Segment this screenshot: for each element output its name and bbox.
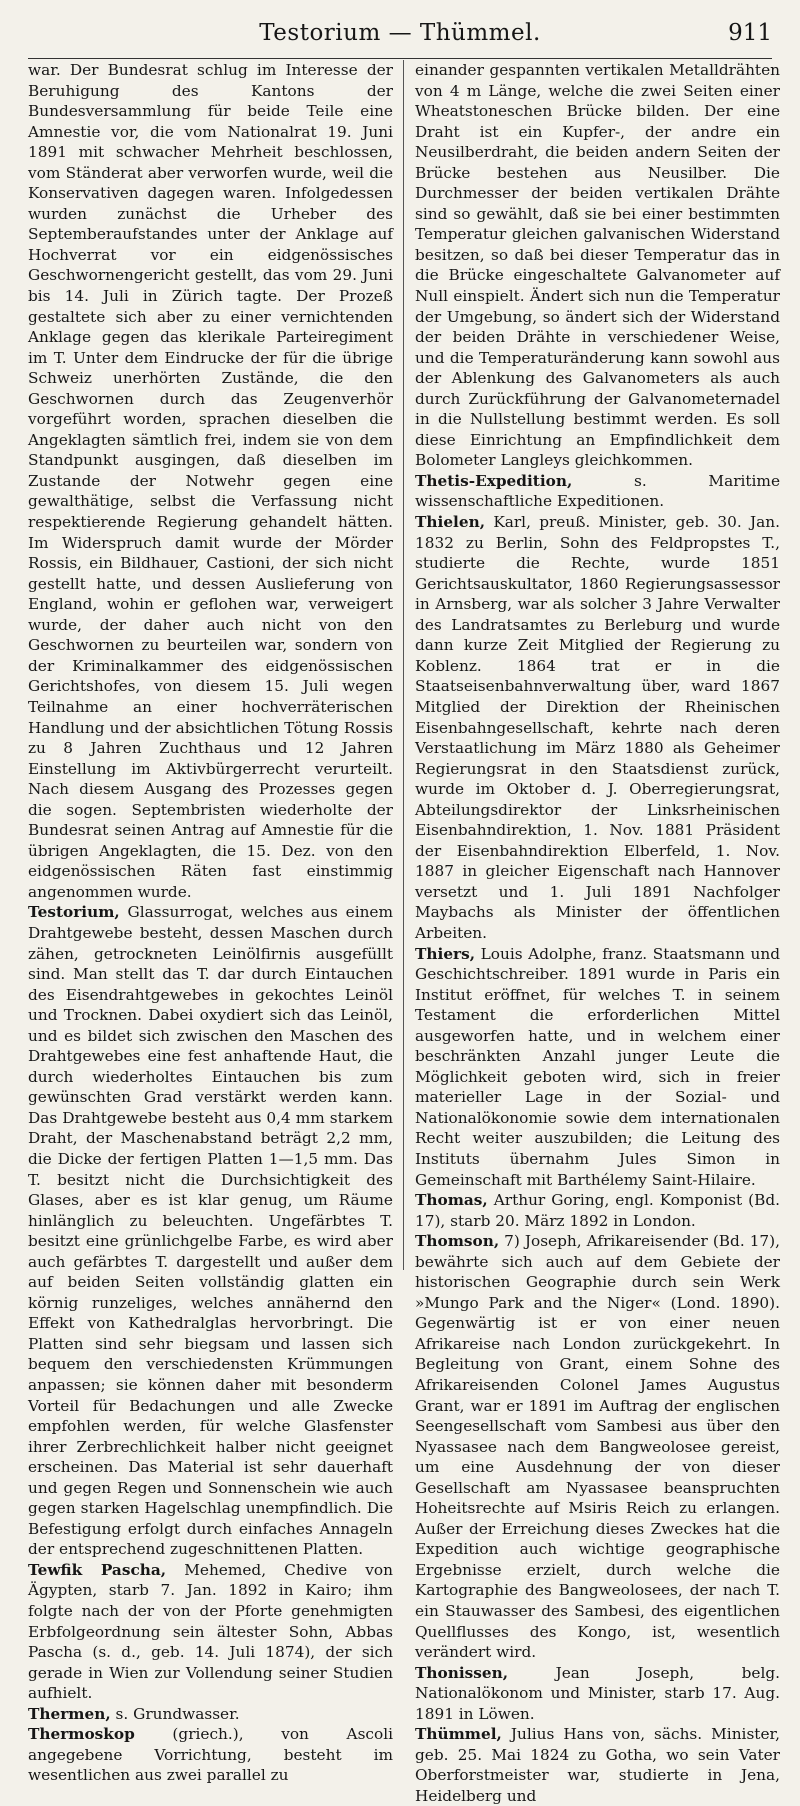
entry-testorium: [28, 902, 393, 1560]
entry-text: s. Maritime wissenschaftliche Expeditionen.: [415, 471, 780, 511]
entry-thonissen: [415, 1663, 780, 1725]
right-column: [404, 60, 780, 1805]
entry-thiers: [415, 944, 780, 1191]
entry-headword: Tewfik Pascha,: [28, 1560, 167, 1579]
entry-thomas: [415, 1190, 780, 1231]
entry-headword: Thonissen,: [415, 1663, 509, 1682]
text-columns: [28, 60, 780, 1805]
entry-headword: Thermoskop: [28, 1725, 135, 1744]
entry-thermen: [28, 1704, 393, 1725]
entry-text: Jean Joseph, belg. Nationalökonom und Minister, starb 17. Aug. 1891 in Löwen.: [415, 1663, 780, 1723]
entry-tewfik-pascha: [28, 1560, 393, 1704]
entry-headword: Thomson,: [415, 1232, 500, 1251]
left-column: [28, 60, 404, 1785]
page-number: 911: [728, 20, 772, 46]
entry-thetis-expedition: [415, 471, 780, 512]
entry-text: Mehemed, Chedive von Ägypten, starb 7. Jan. 1892 in Kairo; ihm folgte nach der von der Pforte genehmigten Erbfolgeordnung sein ältester Sohn, Abbas Pascha (s. d., geb. 14. Juli 1874), der sich gerade in Wien zur Vollendung seiner Studien aufhielt.: [28, 1560, 393, 1703]
entry-headword: Thermen,: [28, 1704, 111, 1723]
page-header: [28, 14, 772, 59]
entry-text: (griech.), von Ascoli angegebene Vorrichtung, besteht im wesentlichen aus zwei parallel zu: [28, 1725, 393, 1785]
entry-thomson: [415, 1231, 780, 1662]
entry-text: Arthur Goring, engl. Komponist (Bd. 17), starb 20. März 1892 in London.: [415, 1191, 780, 1230]
entry-text: 7) Joseph, Afrikareisender (Bd. 17), bewährte sich auch auf dem Gebiete der historischen Geographie durch sein Werk »Mungo Park and the Niger« (Lond. 1890). Gegenwärtig ist er von einer neuen Afrikareise nach London zurückgekehrt. In Begleitung von Grant, einem Sohne des Afrikareisenden Colonel James Augustus Grant, war er 1891 im Auftrag der englischen Seengesellschaft vom Sambesi aus über den Nyassasee nach dem Bangweolosee gereist, um eine Ausdehnung der von dieser Gesellschaft am Nyassasee beanspruchten Hoheitsrechte auf Msiris Reich zu erlangen. Außer der Erreichung dieses Zweckes hat die Expedition auch wichtige geographische Ergebnisse erzielt, durch welche die Kartographie des Bangweolosees, der nach T. ein Stauwasser des Sambesi, des eigentlichen Quellflusses des Kongo, ist, wesentlich verändert wird.: [415, 1232, 780, 1662]
entry-headword: Thiers,: [415, 944, 476, 963]
running-head: Testorium — Thümmel.: [259, 20, 541, 46]
entry-thermoskop: [28, 1724, 393, 1786]
entry-text: Louis Adolphe, franz. Staatsmann und Geschichtschreiber. 1891 wurde in Paris ein Institut eröffnet, für welches T. in seinem Testament die erforderlichen Mittel ausgeworfen hatte, und in welchem einer beschränkten Anzahl junger Leute die Möglichkeit geboten wird, sich in freier materieller Lage in der Sozial- und Nationalökonomie sowie dem internationalen Recht weiter auszubilden; die Leitung des Instituts übernahm Jules Simon in Gemeinschaft mit Barthélemy Saint-Hilaire.: [415, 944, 780, 1189]
entry-headword: Testorium,: [28, 903, 120, 922]
entry-thuemmel: [415, 1724, 780, 1806]
entry-text: Glassurrogat, welches aus einem Drahtgewebe besteht, dessen Maschen durch zähen, getrockneten Leinölfirnis ausgefüllt sind. Man stellt das T. dar durch Eintauchen des Eisendrahtgewebes in gekochtes Leinöl und Trocknen. Dabei oxydiert sich das Leinöl, und es bildet sich zwischen den Maschen des Drahtgewebes eine fest anhaftende Haut, die durch wiederholtes Eintauchen bis zum gewünschten Grad verstärkt werden kann. Das Drahtgewebe besteht aus 0,4 mm starkem Draht, der Maschenabstand beträgt 2,2 mm, die Dicke der fertigen Platten 1—1,5 mm. Das T. besitzt nicht die Durchsichtigkeit des Glases, aber es ist klar genug, um Räume hinlänglich zu beleuchten. Ungefärbtes T. besitzt eine grünlichgelbe Farbe, es wird aber auch gefärbtes T. dargestellt und außer dem auf beiden Seiten vollständig glatten ein körnig runzeliges, welches annähernd den Effekt von Kathedralglas hervorbringt. Die Platten sind sehr biegsam und lassen sich bequem den verschiedensten Krümmungen anpassen; sie können daher mit besonderm Vorteil für Bedachungen und alle Zwecke empfohlen werden, für welche Glasfenster ihrer Zerbrechlichkeit halber nicht geeignet erscheinen. Das Material ist sehr dauerhaft und gegen Regen und Sonnenschein wie auch gegen starken Hagelschlag unempfindlich. Die Befestigung erfolgt durch einfaches Annageln der entsprechend zugeschnittenen Platten.: [28, 903, 393, 1559]
entry-headword: Thümmel,: [415, 1725, 502, 1744]
entry-text: s. Grundwasser.: [110, 1704, 240, 1723]
continuation-text: einander gespannten vertikalen Metalldrähten von 4 m Länge, welche die zwei Seiten einer Wheatstoneschen Brücke bilden. Der eine Draht ist ein Kupfer-, der andre ein Neusilberdraht, die beiden andern Seiten der Brücke bestehen aus Neusilber. Die Durchmesser der beiden vertikalen Drähte sind so gewählt, daß sie bei einer bestimmten Temperatur gleichen galvanischen Widerstand besitzen, so daß bei dieser Temperatur das in die Brücke eingeschaltete Galvanometer auf Null einspielt. Ändert sich nun die Temperatur der Umgebung, so ändert sich der Widerstand der beiden Drähte in verschiedener Weise, und die Temperaturänderung kann sowohl aus der Ablenkung des Galvanometers als auch durch Zurückführung der Galvanometernadel in die Nullstellung bestimmt werden. Es soll diese Einrichtung an Empfindlichkeit dem Bolometer Langleys gleichkommen.: [415, 61, 780, 470]
entry-text: Julius Hans von, sächs. Minister, geb. 25. Mai 1824 zu Gotha, wo sein Vater Oberforstmeister war, studierte in Jena, Heidelberg und: [415, 1725, 780, 1805]
entry-headword: Thetis-Expedition,: [415, 471, 573, 490]
continuation-paragraph: [28, 60, 393, 902]
continuation-paragraph: [415, 60, 780, 471]
continuation-text: war. Der Bundesrat schlug im Interesse der Beruhigung des Kantons der Bundesversammlung für beide Teile eine Amnestie vor, die vom Nationalrat 19. Juni 1891 mit schwacher Mehrheit beschlossen, vom Ständerat aber verworfen wurde, weil die Konservativen dagegen waren. Infolgedessen wurden zunächst die Urheber des Septemberaufstandes unter der Anklage auf Hochverrat vor ein eidgenössisches Geschwornengericht gestellt, das vom 29. Juni bis 14. Juli in Zürich tagte. Der Prozeß gestaltete sich aber zu einer vernichtenden Anklage gegen das klerikale Parteiregiment im T. Unter dem Eindrucke der für die übrige Schweiz unerhörten Zustände, die den Geschwornen durch das Zeugenverhör vorgeführt worden, sprachen dieselben die Angeklagten sämtlich frei, indem sie von dem Standpunkt ausgingen, daß dieselben im Zustande der Notwehr gegen eine gewalthätige, selbst die Verfassung nicht respektierende Regierung gehandelt hätten. Im Widerspruch damit wurde der Mörder Rossis, ein Bildhauer, Castioni, der sich nicht gestellt hatte, und dessen Auslieferung von England, wohin er geflohen war, verweigert wurde, der daher auch nicht von den Geschwornen zu beurteilen war, sondern von der Kriminalkammer des eidgenössischen Gerichtshofes, von diesem 15. Juli wegen Teilnahme an einer hochverräterischen Handlung und der absichtlichen Tötung Rossis zu 8 Jahren Zuchthaus und 12 Jahren Einstellung im Aktivbürgerrecht verurteilt. Nach diesem Ausgang des Prozesses gegen die sogen. Septembristen wiederholte der Bundesrat seinen Antrag auf Amnestie für die übrigen Angeklagten, die 15. Dez. von den eidgenössischen Räten fast einstimmig angenommen wurde.: [28, 61, 393, 901]
entry-thielen: [415, 512, 780, 943]
entry-text: Karl, preuß. Minister, geb. 30. Jan. 1832 zu Berlin, Sohn des Feldpropstes T., studierte die Rechte, wurde 1851 Gerichtsauskultator, 1860 Regierungsassessor in Arnsberg, war als solcher 3 Jahre Verwalter des Landratsamtes zu Berleburg und wurde dann kurze Zeit Mitglied der Regierung zu Koblenz. 1864 trat er in die Staatseisenbahnverwaltung über, ward 1867 Mitglied der Direktion der Rheinischen Eisenbahngesellschaft, kehrte nach deren Verstaatlichung im März 1880 als Geheimer Regierungsrat in den Staatsdienst zurück, wurde im Oktober d. J. Oberregierungsrat, Abteilungsdirektor der Linksrheinischen Eisenbahndirektion, 1. Nov. 1881 Präsident der Eisenbahndirektion Elberfeld, 1. Nov. 1887 in gleicher Eigenschaft nach Hannover versetzt und 1. Juli 1891 Nachfolger Maybachs als Minister der öffentlichen Arbeiten.: [415, 513, 780, 942]
entry-headword: Thielen,: [415, 513, 486, 532]
entry-headword: Thomas,: [415, 1191, 488, 1210]
